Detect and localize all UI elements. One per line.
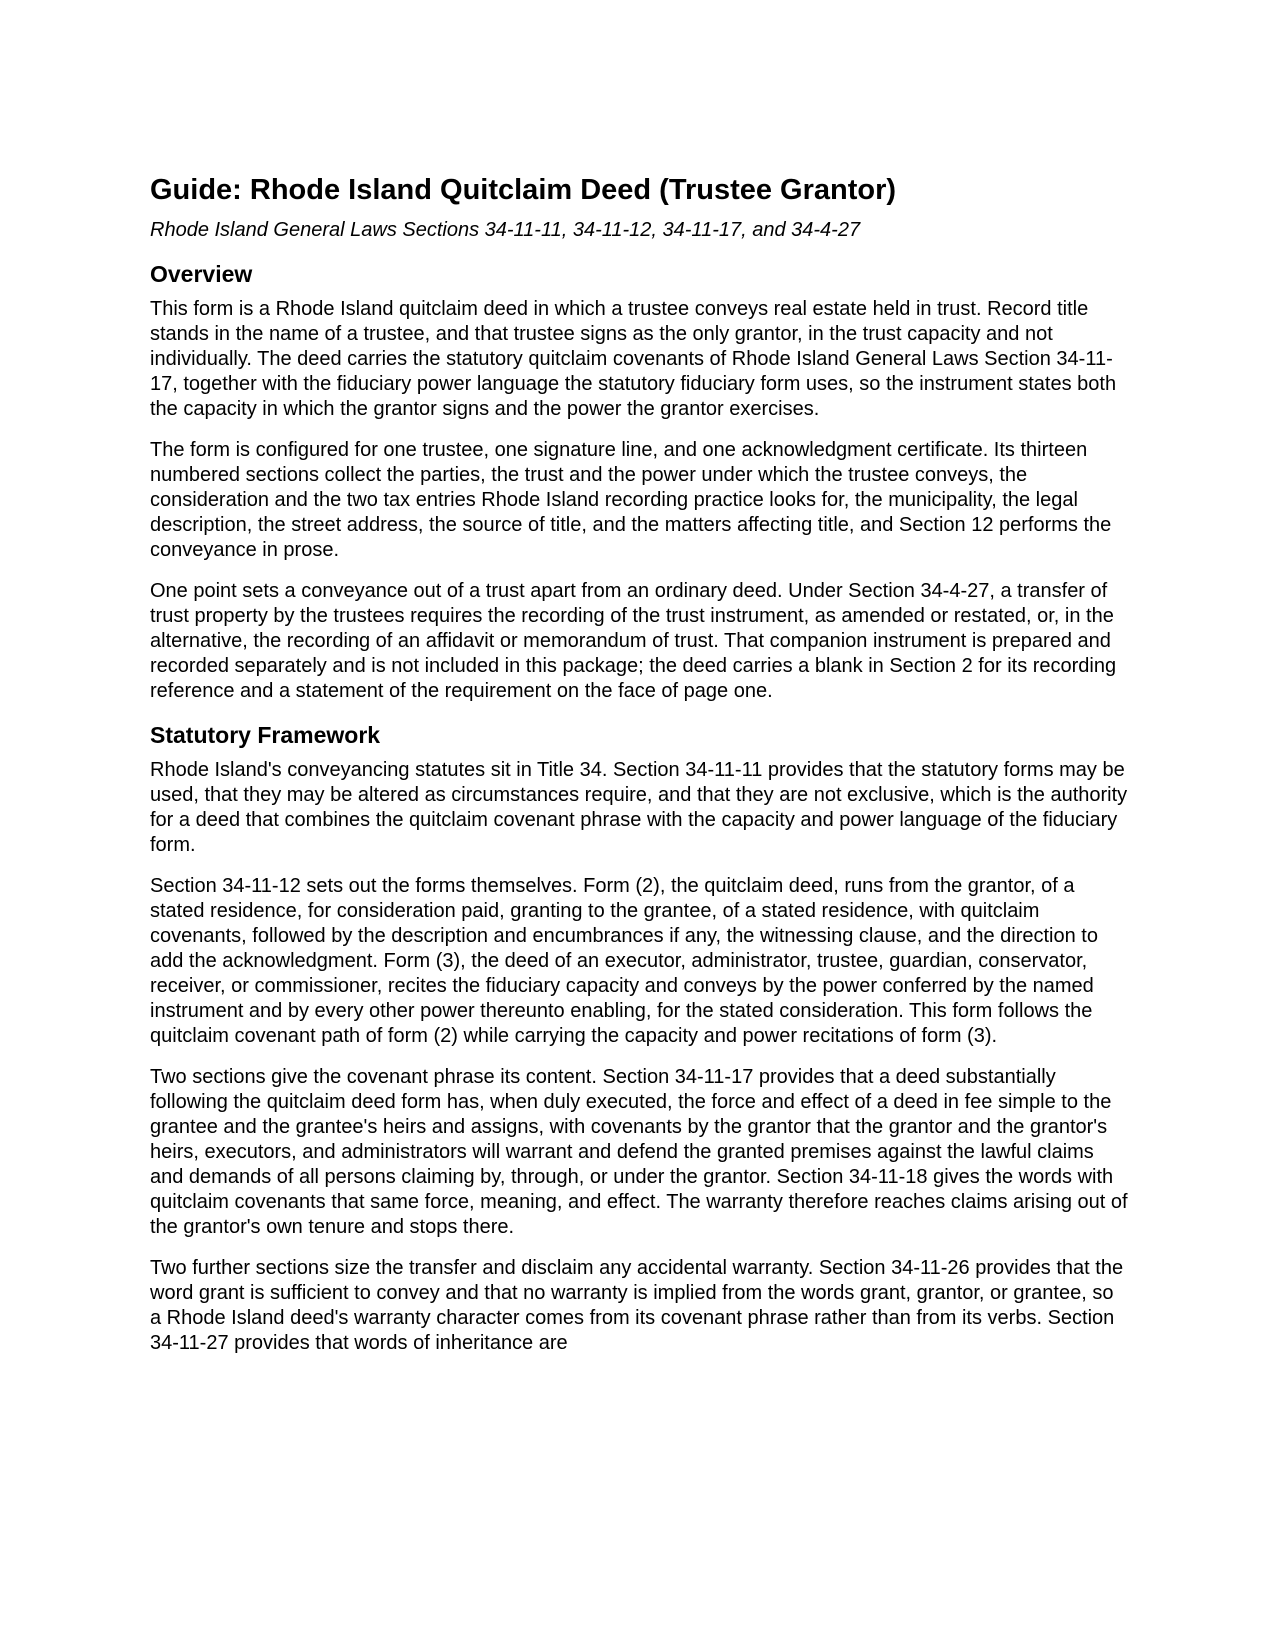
document-subtitle: Rhode Island General Laws Sections 34-11-11, 34-11-12, 34-11-17, and 34-4-27 bbox=[150, 219, 861, 241]
paragraph: Two further sections size the transfer and disclaim any accidental warranty. Section 34-11-26 provides that the word grant is sufficient to convey and that no warranty is implied from the words grant, grantor, or grantee, so a Rhode Island deed's warranty character comes from its covenant phrase rather than from its verbs. Section 34-11-27 provides that words of inheritance are bbox=[150, 1257, 1124, 1354]
document-page bbox=[150, 172, 1130, 1372]
paragraph: Rhode Island's conveyancing statutes sit in Title 34. Section 34-11-11 provides that the statutory forms may be used, that they may be altered as circumstances require, and that they are not exclusive, which is the authority for a deed that combines the quitclaim covenant phrase with the capacity and power language of the fiduciary form. bbox=[150, 759, 1128, 856]
paragraph: Two sections give the covenant phrase its content. Section 34-11-17 provides that a deed substantially following the quitclaim deed form has, when duly executed, the force and effect of a deed in fee simple to the grantee and the grantee's heirs and assigns, with covenants by the grantor that the grantor and the grantor's heirs, executors, and administrators will warrant and defend the granted premises against the lawful claims and demands of all persons claiming by, through, or under the grantor. Section 34-11-18 gives the words with quitclaim covenants that same force, meaning, and effect. The warranty therefore reaches claims arising out of the grantor's own tenure and stops there. bbox=[150, 1066, 1128, 1238]
section-statutory-framework bbox=[150, 720, 1130, 1356]
paragraph: This form is a Rhode Island quitclaim deed in which a trustee conveys real estate held in trust. Record title stands in the name of a trustee, and that trustee signs as the only grantor, in the trust capacity and not individually. The deed carries the statutory quitclaim covenants of Rhode Island General Laws Section 34-11-17, together with the fiduciary power language the statutory fiduciary form uses, so the instrument states both the capacity in which the grantor signs and the power the grantor exercises. bbox=[150, 298, 1117, 420]
paragraph: One point sets a conveyance out of a trust apart from an ordinary deed. Under Section 34-4-27, a transfer of trust property by the trustees requires the recording of the trust instrument, as amended or restated, or, in the alternative, the recording of an affidavit or memorandum of trust. That companion instrument is prepared and recorded separately and is not included in this package; the deed carries a blank in Section 2 for its recording reference and a statement of the requirement on the face of page one. bbox=[150, 580, 1117, 702]
section-heading-statutory-framework: Statutory Framework bbox=[150, 722, 381, 748]
section-overview bbox=[150, 259, 1130, 704]
section-heading-overview: Overview bbox=[150, 261, 253, 287]
paragraph: The form is configured for one trustee, one signature line, and one acknowledgment certificate. Its thirteen numbered sections collect the parties, the trust and the power under which the trustee conveys, the consideration and the two tax entries Rhode Island recording practice looks for, the municipality, the legal description, the street address, the source of title, and the matters affecting title, and Section 12 performs the conveyance in prose. bbox=[150, 439, 1112, 561]
paragraph: Section 34-11-12 sets out the forms themselves. Form (2), the quitclaim deed, runs from the grantor, of a stated residence, for consideration paid, granting to the grantee, of a stated residence, with quitclaim covenants, followed by the description and encumbrances if any, the witnessing clause, and the direction to add the acknowledgment. Form (3), the deed of an executor, administrator, trustee, guardian, conservator, receiver, or commissioner, recites the fiduciary capacity and conveys by the power conferred by the named instrument and by every other power thereunto enabling, for the stated consideration. This form follows the quitclaim covenant path of form (2) while carrying the capacity and power recitations of form (3). bbox=[150, 875, 1098, 1047]
document-title: Guide: Rhode Island Quitclaim Deed (Trustee Grantor) bbox=[150, 174, 897, 206]
